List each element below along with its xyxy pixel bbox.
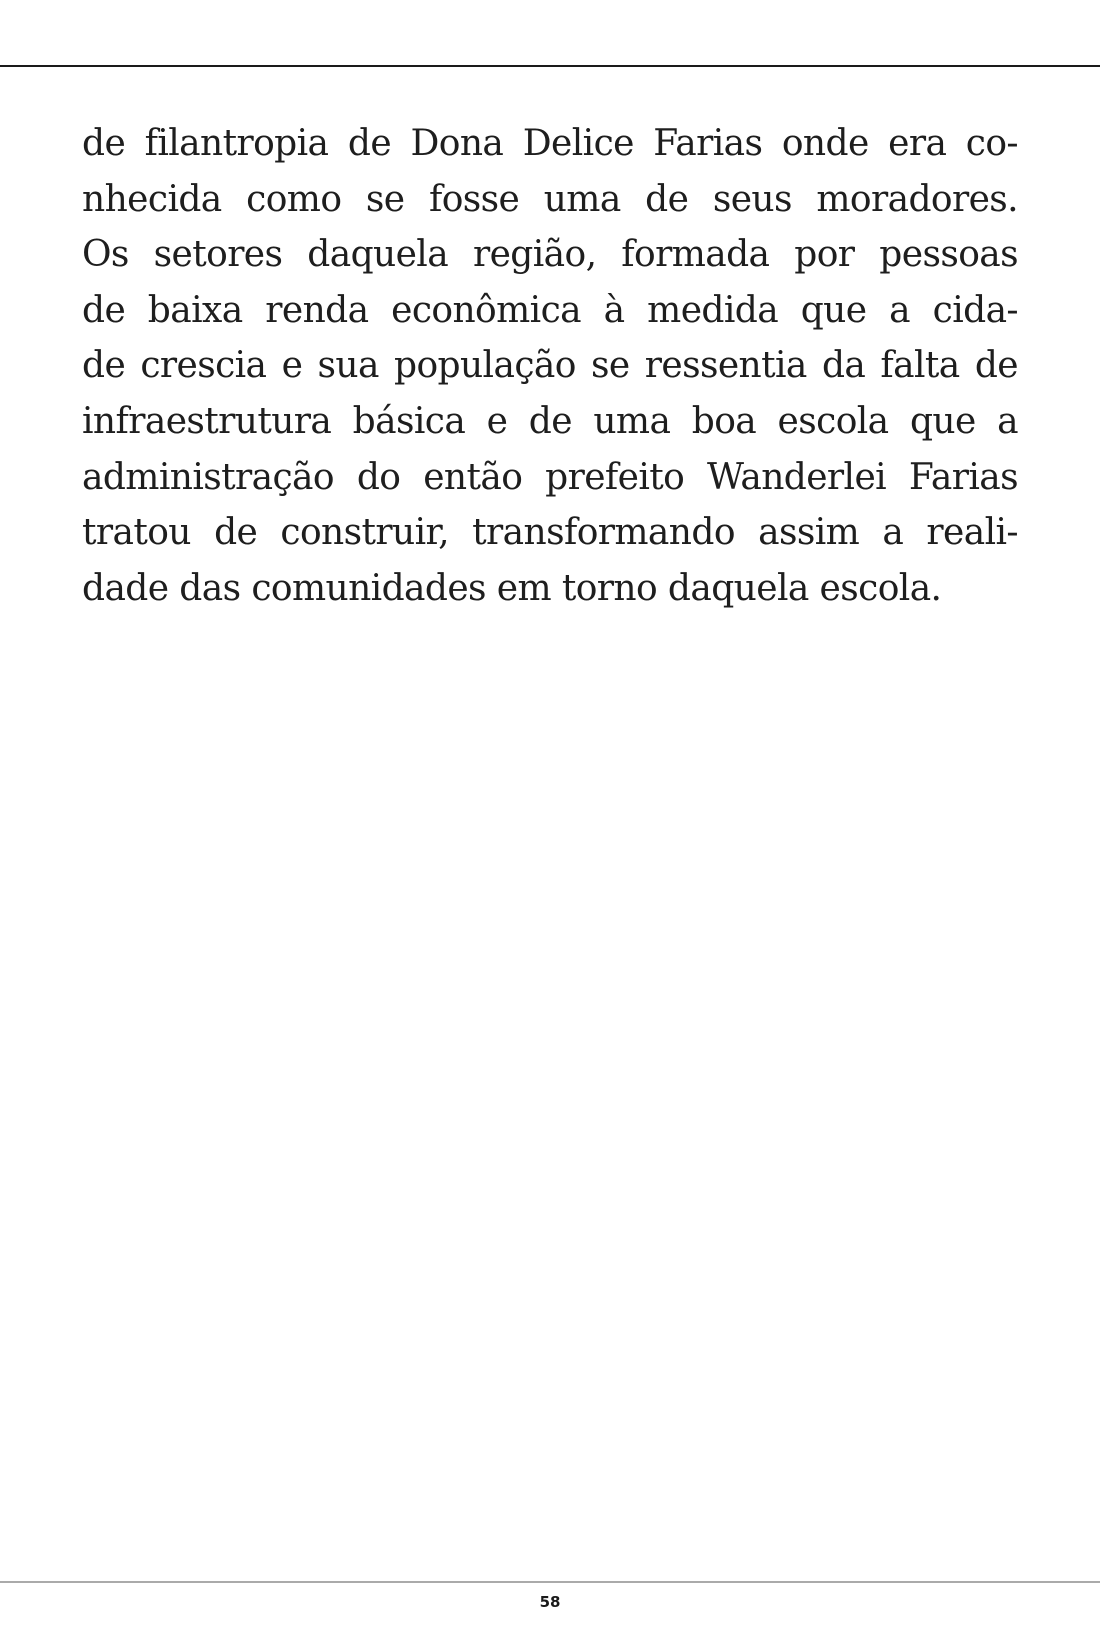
text-line: administração do então prefeito Wanderlei Farias <box>82 456 1018 498</box>
text-line: Os setores daquela região, formada por pessoas <box>82 234 1018 276</box>
body-paragraph <box>82 116 1018 616</box>
text-line: de crescia e sua população se ressentia da falta de <box>82 345 1018 387</box>
footer-rule <box>0 1581 1100 1583</box>
text-line: infraestrutura básica e de uma boa escola que a <box>82 400 1018 442</box>
text-line: tratou de construir, transformando assim a reali- <box>82 512 1018 554</box>
text-line: dade das comunidades em torno daquela escola. <box>82 567 942 609</box>
header-rule <box>0 65 1100 67</box>
text-line: nhecida como se fosse uma de seus moradores. <box>82 178 1018 220</box>
page-number: 58 <box>539 1593 561 1611</box>
text-line: de filantropia de Dona Delice Farias onde era co- <box>82 123 1018 164</box>
text-line: de baixa renda econômica à medida que a cida- <box>82 289 1018 331</box>
